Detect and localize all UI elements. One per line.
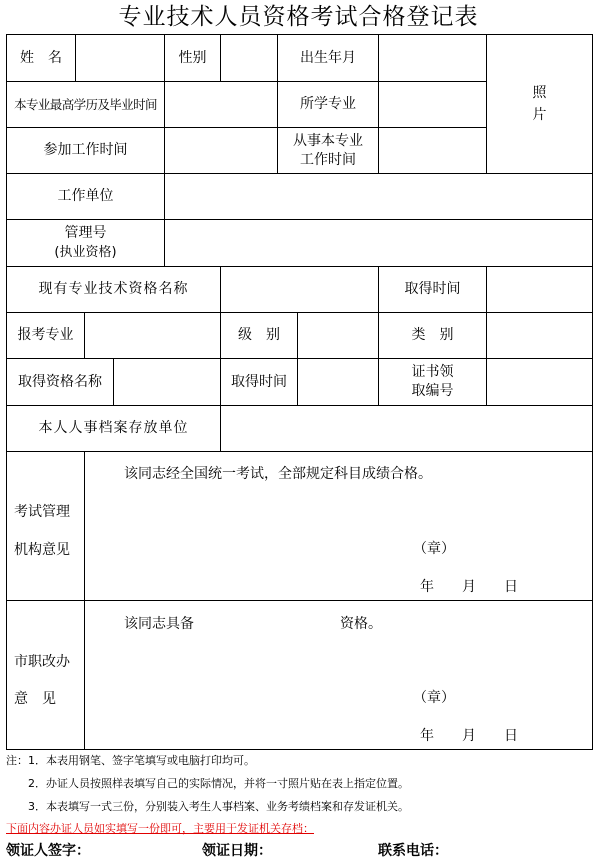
engaged-time-label (278, 128, 378, 173)
management-number-label-line2: (执业资格) (54, 245, 117, 260)
archive-unit-field[interactable] (221, 406, 592, 451)
qualification-name-field[interactable] (114, 359, 220, 405)
certificate-number-label-line1: 证书领 (411, 364, 454, 380)
table-border-right (592, 34, 593, 750)
management-number-field[interactable] (165, 220, 592, 266)
exam-major-label: 报考专业 (17, 327, 74, 343)
obtain-time-2-label: 取得时间 (231, 373, 287, 390)
city-section-date: 年 月 日 (420, 728, 518, 744)
major-label: 所学专业 (300, 96, 356, 112)
category-label: 类 别 (411, 327, 454, 343)
col-line (84, 451, 85, 749)
city-section-label-line2: 意 见 (14, 691, 56, 707)
current-qualification-label: 现有专业技术资格名称 (38, 281, 189, 297)
city-section-label-line1: 市职改办 (14, 654, 70, 670)
note-3: 3．本表填写一式三份，分别装入考生人事档案、业务考绩档案和存发证机关。 (6, 800, 409, 813)
employer-label: 工作单位 (57, 188, 114, 204)
name-field[interactable] (76, 35, 164, 81)
exam-section-date: 年 月 日 (420, 579, 518, 595)
exam-section-seal: （章） (413, 541, 455, 557)
phone-label: 联系电话： (378, 843, 448, 859)
city-section-text-part1: 该同志具备 (124, 616, 194, 632)
note-2: 2．办证人员按照样表填写自己的实际情况，并将一寸照片贴在表上指定位置。 (6, 777, 409, 790)
graduation-label: 本专业最高学历及毕业时间 (14, 97, 157, 112)
exam-major-field[interactable] (85, 313, 220, 358)
level-label: 级 别 (238, 327, 280, 343)
birth-label: 出生年月 (300, 49, 356, 66)
certificate-number-label-line2: 取编号 (411, 383, 454, 399)
current-qualification-field[interactable] (221, 267, 378, 312)
engaged-time-label-line1: 从事本专业 (293, 132, 363, 149)
certificate-number-field[interactable] (487, 359, 592, 405)
graduation-field[interactable] (165, 82, 277, 127)
exam-section-text: 该同志经全国统一考试，全部规定科目成绩合格。 (124, 466, 432, 482)
receiver-signature-label: 领证人签字： (6, 843, 90, 859)
birth-field[interactable] (379, 35, 486, 81)
row-line (6, 600, 593, 601)
form-title: 专业技术人员资格考试合格登记表 (118, 4, 479, 30)
qualification-name-label: 取得资格名称 (18, 373, 102, 390)
obtain-time-field[interactable] (487, 267, 592, 312)
engaged-time-field[interactable] (379, 128, 486, 173)
management-number-label (7, 220, 164, 266)
city-section-seal: （章） (413, 690, 455, 706)
certificate-number-label (379, 359, 486, 405)
category-field[interactable] (487, 313, 592, 358)
red-note: 下面内容办证人员如实填写一份即可，主要用于发证机关存档： (6, 822, 314, 835)
archive-unit-label: 本人人事档案存放单位 (38, 420, 189, 436)
obtain-time-2-field[interactable] (298, 359, 378, 405)
table-border-bottom (6, 749, 593, 750)
city-section-text-part2: 资格。 (340, 616, 382, 632)
major-field[interactable] (379, 82, 486, 127)
obtain-time-label: 取得时间 (404, 281, 461, 297)
receive-date-label: 领证日期： (202, 843, 272, 859)
name-label: 姓 名 (20, 49, 62, 66)
level-field[interactable] (298, 313, 378, 358)
engaged-time-label-line2: 工作时间 (300, 151, 356, 168)
exam-section-label-line1: 考试管理 (14, 504, 70, 520)
work-start-label: 参加工作时间 (43, 142, 128, 158)
gender-field[interactable] (221, 35, 277, 81)
gender-label: 性别 (178, 49, 207, 66)
row-line (6, 451, 593, 452)
work-start-field[interactable] (165, 128, 277, 173)
employer-field[interactable] (165, 174, 592, 219)
note-1: 注：1．本表用钢笔、签字笔填写或电脑打印均可。 (6, 754, 255, 767)
management-number-label-line1: 管理号 (64, 225, 107, 241)
exam-section-label-line2: 机构意见 (14, 542, 70, 558)
photo-area[interactable]: 照 片 (532, 85, 547, 123)
